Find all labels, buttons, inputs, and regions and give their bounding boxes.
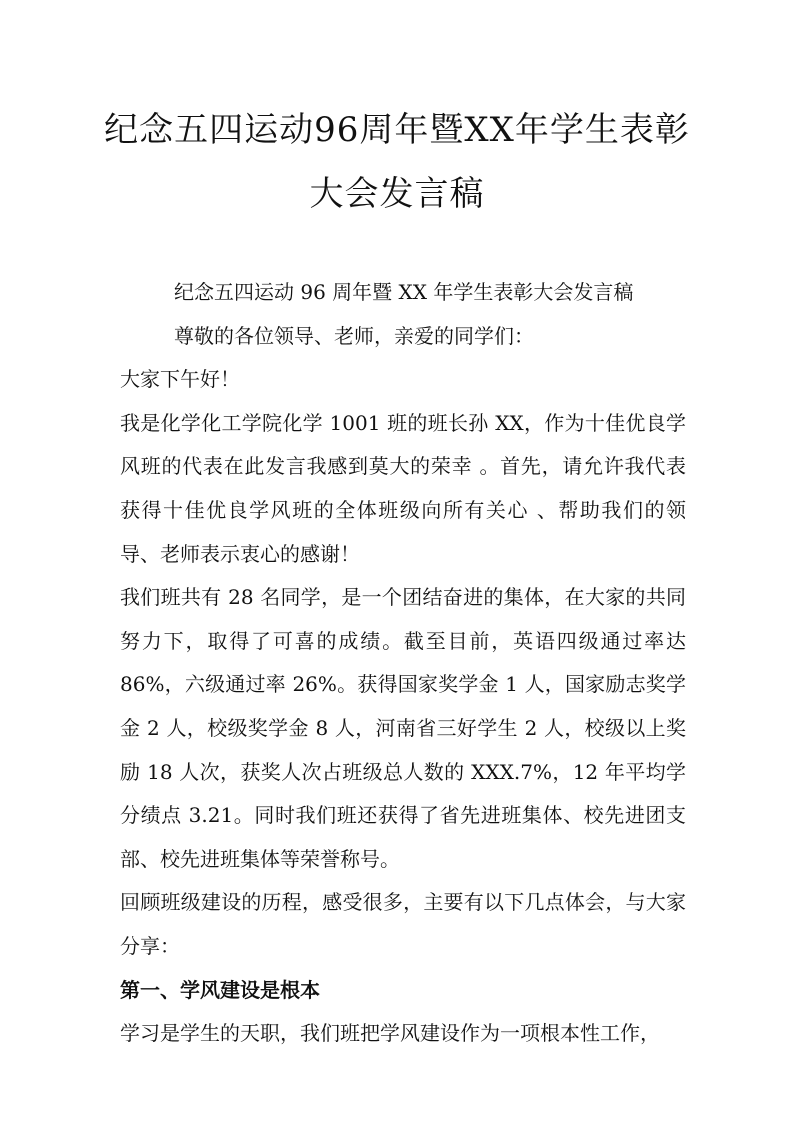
document-title: 纪念五四运动96周年暨XX年学生表彰大会发言稿 bbox=[104, 110, 690, 214]
salutation-paragraph: 尊敬的各位领导、老师，亲爱的同学们： bbox=[174, 323, 534, 348]
section-heading: 第一、学风建设是根本 bbox=[120, 977, 320, 1002]
review-paragraph: 回顾班级建设的历程，感受很多，主要有以下几点体会，与大家分享： bbox=[120, 890, 686, 958]
document-body bbox=[120, 271, 686, 1056]
achievements-paragraph: 我们班共有 28 名同学，是一个团结奋进的集体，在大家的共同努力下，取得了可喜的成绩。截至目前，英语四级通过率达 86%，六级通过率 26%。获得国家奖学金 1 人，国家励志奖学金 2 人，校级奖学金 8 人，河南省三好学生 2 人，校级以上奖励 18 人次，获奖人次占班级总人数的 XXX.7%，12 年平均学分绩点 3.21。同时我们班还获得了省先进班集体、校先进团支部、校先进班集体等荣誉称号。 bbox=[120, 585, 686, 871]
study-paragraph: 学习是学生的天职，我们班把学风建设作为一项根本性工作， bbox=[120, 1021, 660, 1046]
introduction-paragraph: 我是化学化工学院化学 1001 班的班长孙 XX，作为十佳优良学风班的代表在此发言我感到莫大的荣幸 。首先，请允许我代表获得十佳优良学风班的全体班级向所有关心 、帮助我们的领导、老师表示衷心的感谢！ bbox=[120, 410, 686, 566]
subtitle-paragraph: 纪念五四运动 96 周年暨 XX 年学生表彰大会发言稿 bbox=[174, 280, 634, 304]
greeting-paragraph: 大家下午好！ bbox=[120, 367, 240, 392]
